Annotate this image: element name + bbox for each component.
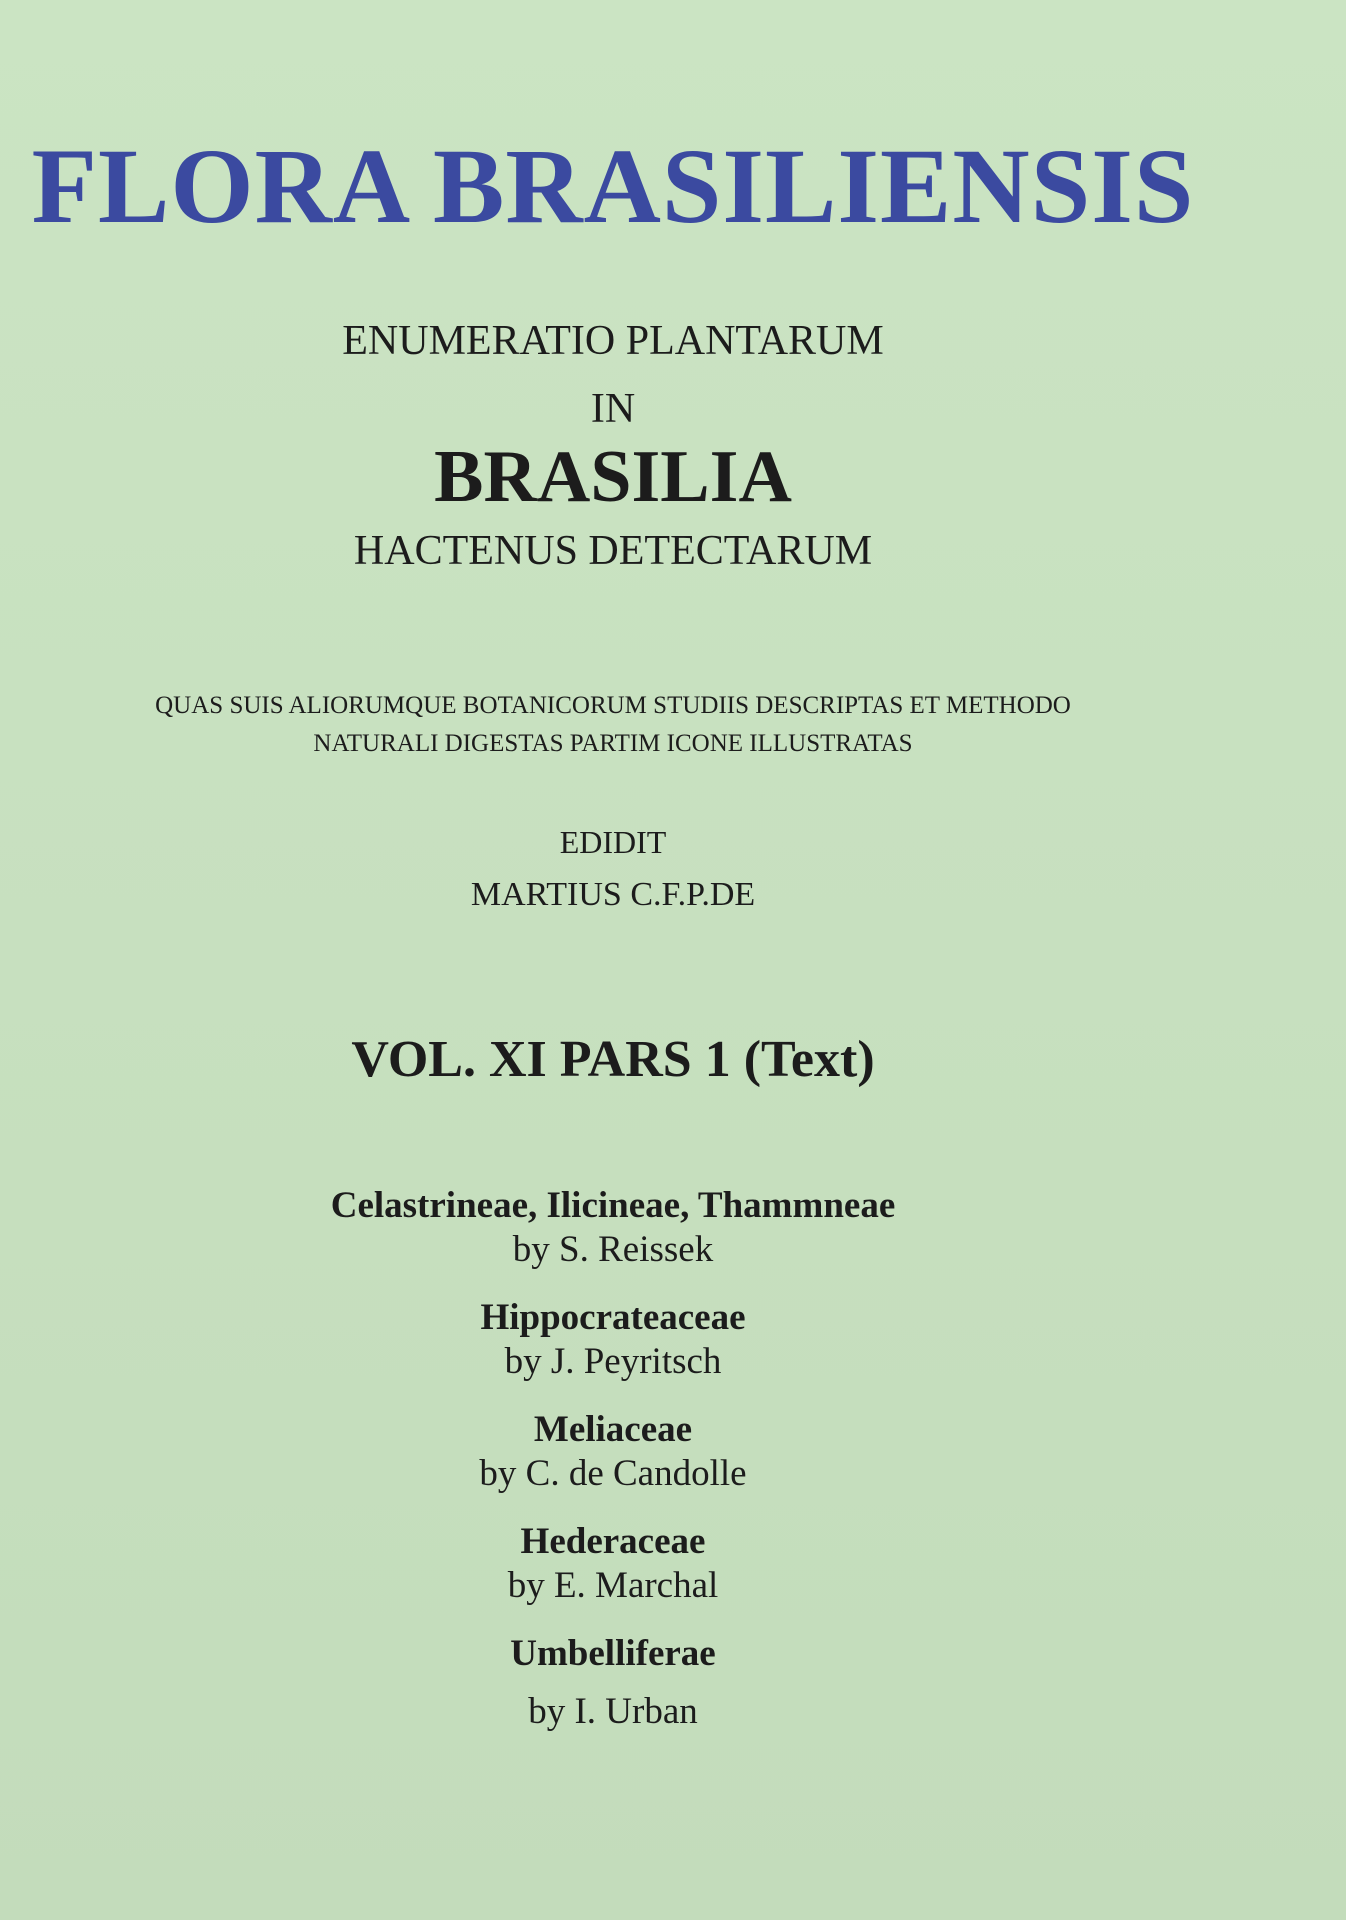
description-line-1: QUAS SUIS ALIORUMQUE BOTANICORUM STUDIIS DESCRIPTAS ET METHODO bbox=[155, 692, 1071, 719]
entry-family: Hederaceae bbox=[520, 1521, 706, 1563]
entry-author: by S. Reissek bbox=[512, 1228, 714, 1270]
contents-list bbox=[0, 1184, 1226, 1758]
entry-author: by J. Peyritsch bbox=[504, 1340, 722, 1382]
entry-author: by I. Urban bbox=[528, 1690, 698, 1732]
edidit-label: EDIDIT bbox=[559, 824, 667, 860]
subtitle-line-4: HACTENUS DETECTARUM bbox=[353, 528, 873, 574]
entry-family: Meliaceae bbox=[533, 1409, 693, 1451]
entry-family: Celastrineae, Ilicineae, Thammneae bbox=[330, 1185, 896, 1226]
entry-author: by E. Marchal bbox=[507, 1564, 719, 1606]
entry-family: Hippocrateaceae bbox=[480, 1297, 746, 1339]
entry-author: by C. de Candolle bbox=[479, 1452, 747, 1494]
contents-entry bbox=[0, 1632, 1226, 1734]
subtitle-line-3: BRASILIA bbox=[434, 436, 792, 518]
contents-entry bbox=[0, 1520, 1226, 1608]
description-line-2: NATURALI DIGESTAS PARTIM ICONE ILLUSTRATAS bbox=[313, 730, 913, 757]
contents-entry bbox=[0, 1184, 1226, 1272]
editor-name: MARTIUS C.F.P.DE bbox=[470, 876, 756, 913]
cover-title: FLORA BRASILIENSIS bbox=[31, 128, 1195, 246]
entry-family: Umbelliferae bbox=[510, 1633, 716, 1675]
contents-entry bbox=[0, 1296, 1226, 1384]
subtitle-line-1: ENUMERATIO PLANTARUM bbox=[342, 318, 884, 364]
volume-heading: VOL. XI PARS 1 (Text) bbox=[351, 1031, 875, 1088]
contents-entry bbox=[0, 1408, 1226, 1496]
subtitle-line-2: IN bbox=[590, 386, 636, 432]
